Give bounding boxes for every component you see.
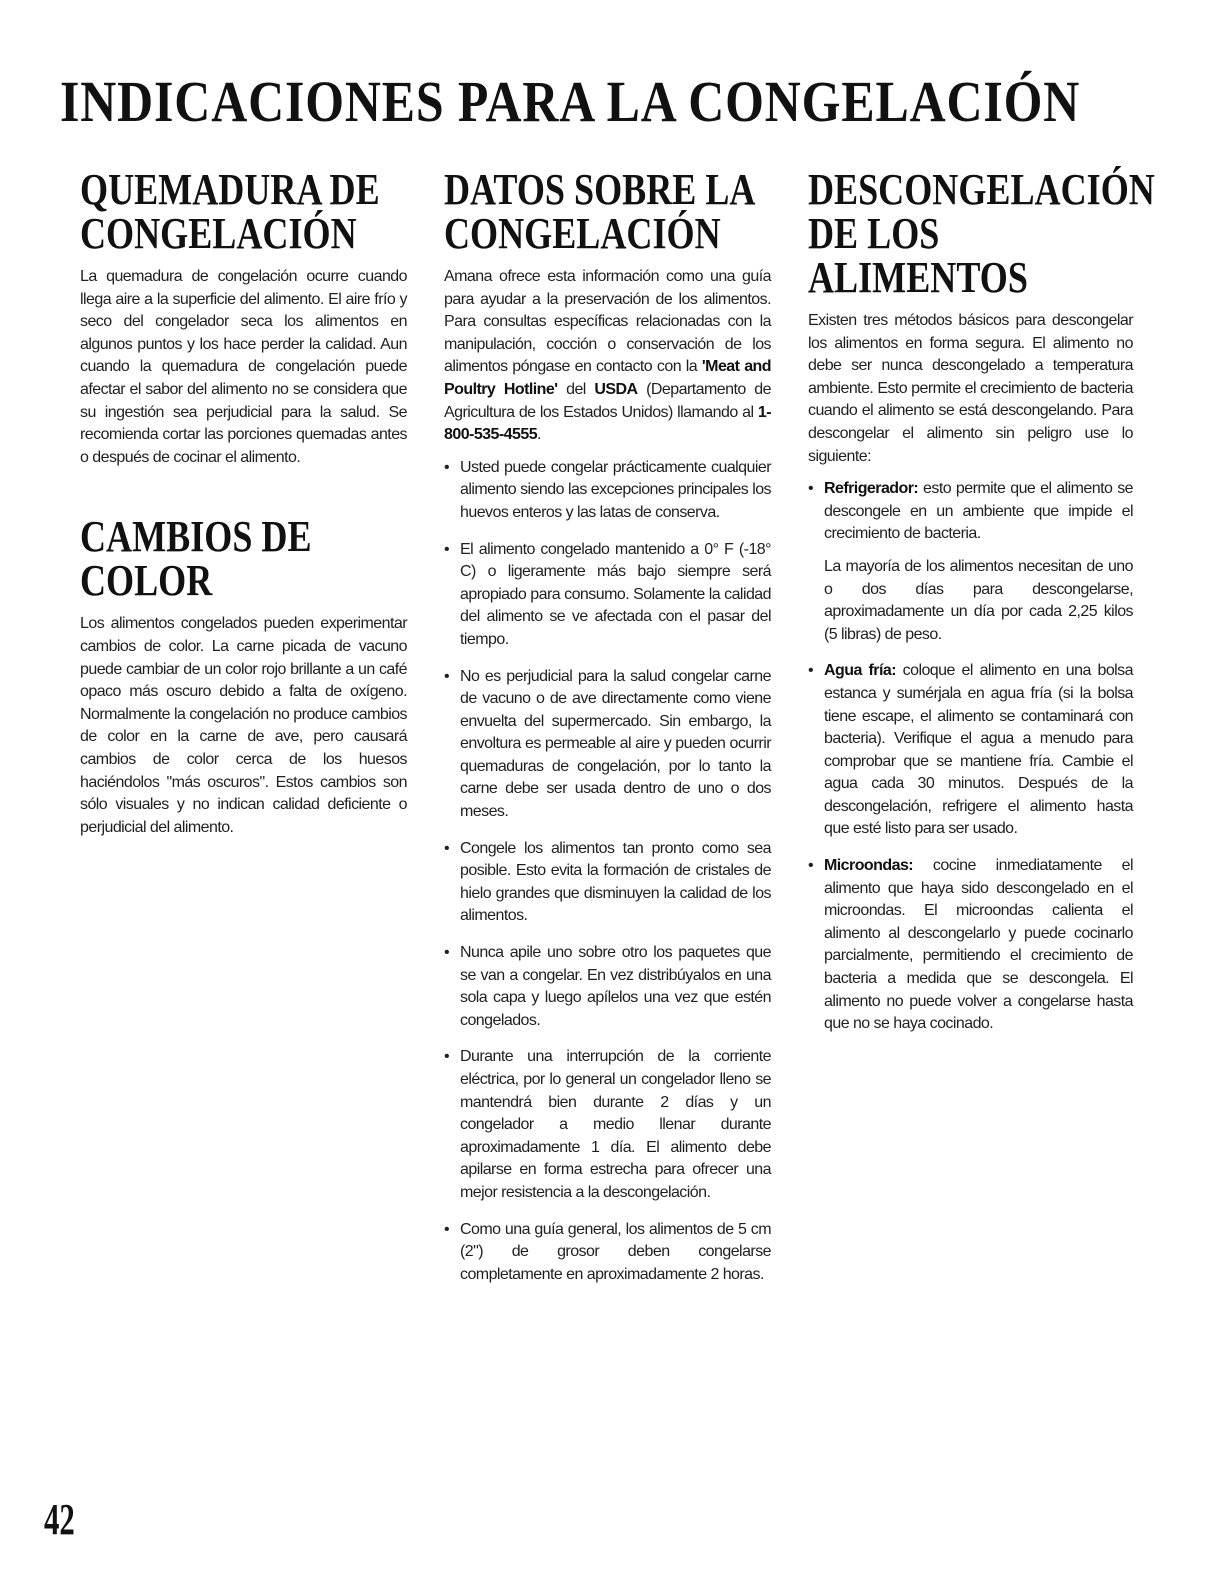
- list-item: [444, 838, 771, 928]
- list-item: [444, 666, 771, 824]
- method-text: esto permite que el alimento se descongele en un ambiente que impide el crecimiento de bacteria.: [824, 480, 1133, 543]
- intro-text-c: (Departamento de Agricultura de los Estados Unidos) llamando al: [444, 380, 772, 421]
- list-item: [444, 1046, 771, 1204]
- bullet-icon: •: [444, 458, 450, 476]
- page-number: 42: [44, 1495, 75, 1544]
- hotline-phone: 1-800-535-4555: [444, 403, 771, 444]
- list-item: [444, 942, 771, 1032]
- method-label: Agua fría:: [824, 662, 896, 680]
- method-label: Microondas:: [824, 857, 914, 875]
- list-item: [808, 478, 1133, 646]
- hotline-name: 'Meat and Poultry Hotline': [444, 358, 771, 398]
- list-item-text: Congele los alimentos tan pronto como sea posible. Esto evita la formación de cristales de hielo grandes que disminuyen la calidad de los alimentos.: [460, 839, 771, 925]
- list-item-text: No es perjudicial para la salud congelar carne de vacuno o de ave directamente como viene envuelta del supermercado. Sin embargo, la envoltura es permeable al aire y pueden ocurrir quemaduras de congelación, por lo tanto la carne debe ser usada dentro de uno o dos meses.: [460, 667, 771, 821]
- page-title: INDICACIONES PARA LA CONGELACIÓN: [60, 69, 1081, 134]
- bullet-icon: •: [444, 839, 450, 857]
- bullet-icon: •: [808, 662, 814, 680]
- thawing-methods-list: [808, 478, 1133, 1036]
- method-text: cocine inmediatamente el alimento que haya sido descongelado en el microondas. El microondas calienta el alimento al descongelarlo y puede cocinarlo parcialmente, permitiendo el crecimiento de bacteria a medida que se descongela. El alimento no puede volver a congelarse hasta que no se haya cocinado.: [824, 857, 1133, 1033]
- bullet-icon: •: [808, 480, 814, 498]
- bullet-icon: •: [444, 667, 450, 685]
- list-item: [808, 660, 1133, 841]
- bullet-icon: •: [444, 944, 450, 962]
- bullet-icon: •: [808, 857, 814, 875]
- column-right: [808, 165, 1155, 1050]
- heading-freezing-facts: DATOS SOBRE LA CONGELACIÓN: [444, 165, 754, 258]
- column-middle: [444, 165, 772, 1300]
- list-item-text: Durante una interrupción de la corriente eléctrica, por lo general un congelador lleno se mantendrá bien durante 2 días y un congelador a medio llenar durante aproximadamente 1 día. El alimento debe apilarse en forma estrecha para ofrecer una mejor resistencia a la descongelación.: [460, 1048, 771, 1201]
- list-item: [808, 855, 1133, 1036]
- list-item: [444, 539, 771, 652]
- list-item: [444, 1219, 771, 1287]
- list-item-text: Usted puede congelar prácticamente cualquier alimento siendo las excepciones principales los huevos enteros y las latas de conserva.: [460, 458, 771, 521]
- intro-text-b: del: [557, 380, 595, 398]
- list-item-text: Nunca apile uno sobre otro los paquetes que se van a congelar. En vez distribúyalos en una sola capa y luego apílelos una vez que estén congelados.: [460, 944, 771, 1029]
- heading-freezer-burn: QUEMADURA DE CONGELACIÓN: [80, 165, 380, 258]
- list-item: [444, 457, 771, 525]
- method-extra-text: La mayoría de los alimentos necesitan de uno o dos días para descongelarse, aproximadamente un día por cada 2,25 kilos (5 libras) de peso.: [824, 557, 1133, 643]
- freezing-facts-list: [444, 457, 771, 1287]
- paragraph-freezer-burn: La quemadura de congelación ocurre cuando llega aire a la superficie del alimento. El aire frío y seco del congelador seca los alimentos en algunos puntos y los hace perder la calidad. Aun cuando la quemadura de congelación puede afectar el sabor del alimento no se considera que su ingestión sea perjudicial para la salud. Se recomienda cortar las porciones quemadas antes o después de cocinar el alimento.: [80, 268, 407, 466]
- method-label: Refrigerador:: [824, 480, 919, 498]
- bullet-icon: •: [444, 1048, 450, 1066]
- intro-text-d: .: [537, 426, 541, 444]
- column-left: [80, 165, 407, 849]
- intro-text-a: Amana ofrece esta información como una guía para ayudar a la preservación de los alimentos. Para consultas específicas relacionadas con la manipulación, cocción o conservación de los alimentos póngase en contacto con la: [444, 268, 771, 376]
- bullet-icon: •: [444, 540, 450, 558]
- heading-color-changes: CAMBIOS DE COLOR: [80, 512, 312, 606]
- list-item-text: Como una guía general, los alimentos de 5 cm (2") de grosor deben congelarse completamente en aproximadamente 2 horas.: [460, 1220, 771, 1283]
- bullet-icon: •: [444, 1220, 450, 1238]
- paragraph-color-changes: Los alimentos congelados pueden experimentar cambios de color. La carne picada de vacuno puede cambiar de un color rojo brillante a un café opaco más oscuro debido a falta de oxígeno. Normalmente la congelación no produce cambios de color en la carne de ave, pero causará cambios de color cerca de los huesos haciéndolos "más oscuros". Estos cambios son sólo visuales y no indican calidad deficiente o perjudicial del alimento.: [80, 615, 407, 836]
- method-text: coloque el alimento en una bolsa estanca y sumérjala en agua fría (si la bolsa tiene escape, el alimento se contaminará con bacteria). Verifique el agua a menudo para comprobar que se mantiene fría. Cambie el agua cada 30 minutos. Después de la descongelación, refrigere el alimento hasta que esté listo para ser usado.: [824, 662, 1133, 838]
- usda-name: USDA: [594, 380, 638, 398]
- list-item-text: El alimento congelado mantenido a 0° F (-18° C) o ligeramente más bajo siempre será apropiado para consumo. Solamente la calidad del alimento se ve afectada con el pasar del tiempo.: [460, 540, 771, 648]
- paragraph-thawing-intro: Existen tres métodos básicos para descongelar los alimentos en forma segura. El alimento no debe ser nunca descongelado a temperatura ambiente. Esto permite el crecimiento de bacteria cuando el alimento se está descongelando. Para descongelar el alimento sin peligro use lo siguiente:: [808, 312, 1133, 465]
- paragraph-freezing-intro: [444, 266, 771, 447]
- heading-thawing: DESCONGELACIÓN DE LOS ALIMENTOS: [808, 165, 1155, 302]
